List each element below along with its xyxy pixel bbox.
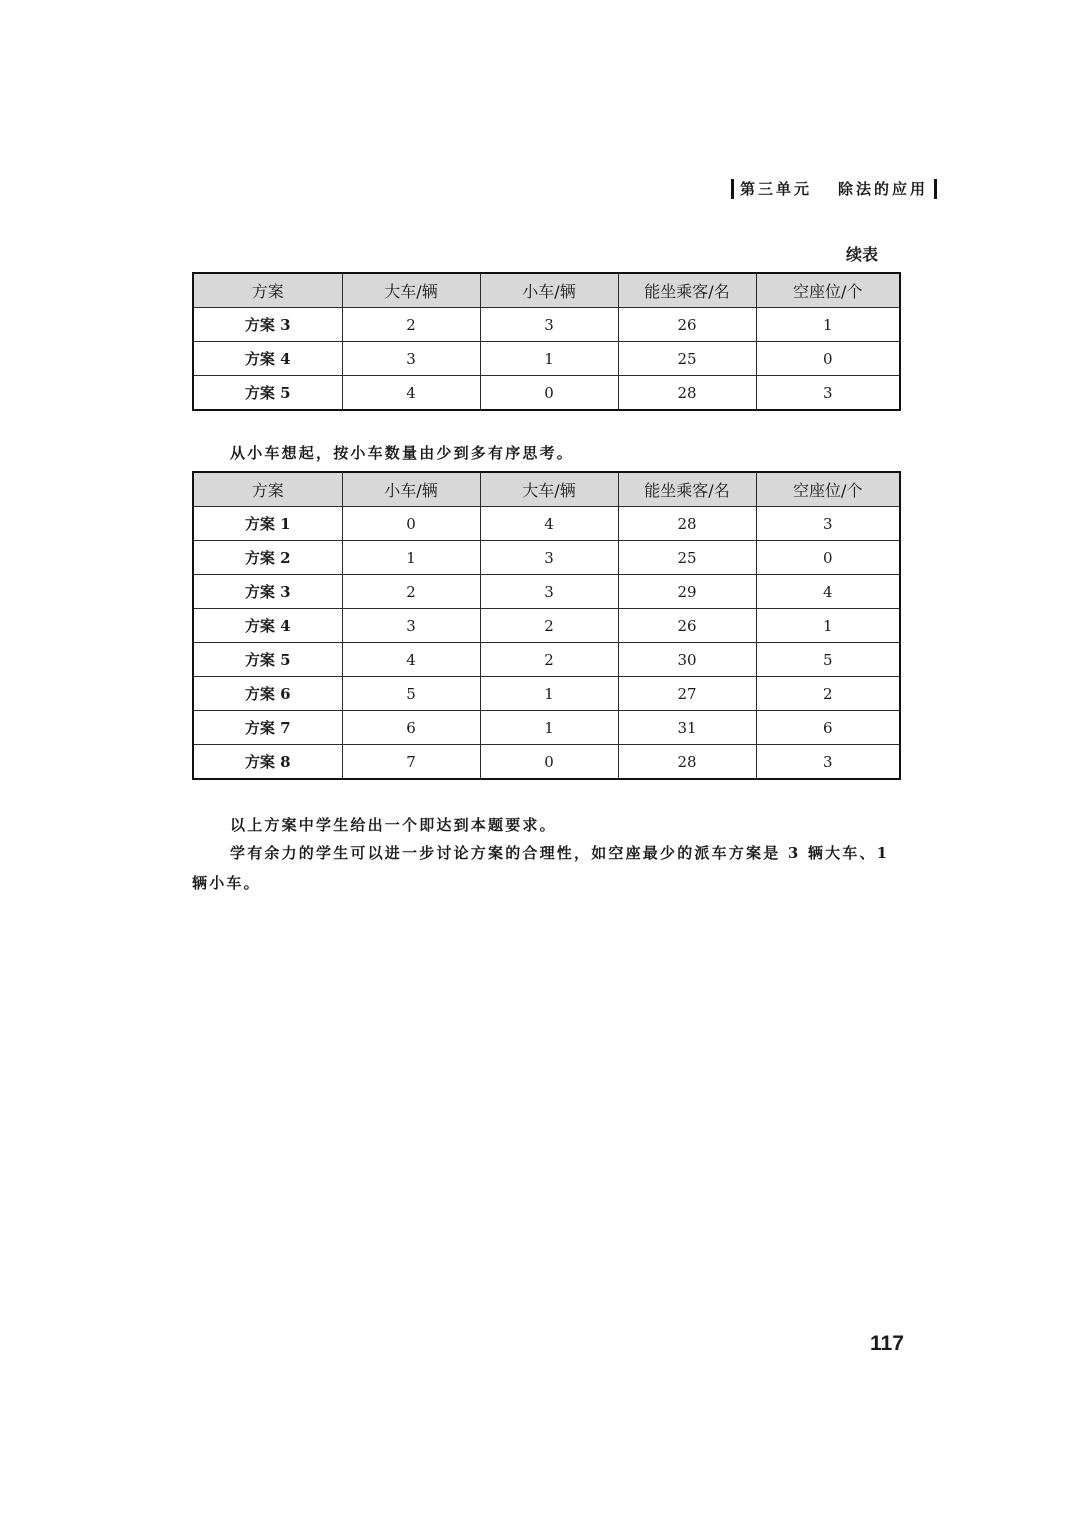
table-cell: 方案 4	[193, 609, 342, 643]
table-cell: 1	[756, 308, 900, 342]
table-cell: 25	[618, 541, 756, 575]
table-cell: 方案 6	[193, 677, 342, 711]
table-cell: 方案 3	[193, 575, 342, 609]
table-cell: 3	[342, 609, 480, 643]
table-cell: 27	[618, 677, 756, 711]
table-cell: 31	[618, 711, 756, 745]
table-cell: 7	[342, 745, 480, 780]
table-cell: 4	[756, 575, 900, 609]
table-row	[193, 575, 900, 609]
conclusion-text: 以上方案中学生给出一个即达到本题要求。	[230, 816, 557, 834]
running-header	[731, 178, 937, 199]
table-continued-label: 续表	[846, 245, 879, 264]
intro-text: 从小车想起，按小车数量由少到多有序思考。	[230, 444, 575, 462]
table-cell: 4	[342, 376, 480, 411]
table-cell: 1	[480, 342, 618, 376]
table-row	[193, 643, 900, 677]
table-cell: 4	[480, 507, 618, 541]
table-cell: 0	[342, 507, 480, 541]
column-header: 大车/辆	[342, 273, 480, 308]
table-cell: 6	[342, 711, 480, 745]
plan-table-small-car-first	[192, 471, 901, 780]
page-number: 117	[870, 1332, 904, 1355]
table-cell: 25	[618, 342, 756, 376]
table-cell: 3	[756, 507, 900, 541]
table-cell: 方案 1	[193, 507, 342, 541]
table-cell: 26	[618, 609, 756, 643]
column-header: 小车/辆	[342, 472, 480, 507]
table-row	[193, 677, 900, 711]
table-header-row	[193, 472, 900, 507]
header-unit: 第三单元	[739, 180, 812, 198]
table-row	[193, 711, 900, 745]
table-cell: 方案 8	[193, 745, 342, 780]
table-cell: 2	[480, 609, 618, 643]
table-cell: 1	[480, 677, 618, 711]
table-row	[193, 308, 900, 342]
intro-paragraph	[192, 438, 904, 468]
table-row	[193, 507, 900, 541]
table-cell: 4	[342, 643, 480, 677]
table-cell: 28	[618, 745, 756, 780]
table-cell: 1	[756, 609, 900, 643]
table-cell: 28	[618, 507, 756, 541]
conclusion-paragraph	[192, 810, 904, 840]
table-cell: 29	[618, 575, 756, 609]
table-cell: 3	[480, 308, 618, 342]
table-cell: 2	[342, 308, 480, 342]
column-header: 小车/辆	[480, 273, 618, 308]
table-cell: 方案 7	[193, 711, 342, 745]
column-header: 空座位/个	[756, 273, 900, 308]
column-header: 空座位/个	[756, 472, 900, 507]
table-cell: 方案 4	[193, 342, 342, 376]
table-cell: 方案 2	[193, 541, 342, 575]
table-cell: 3	[480, 575, 618, 609]
table-row	[193, 745, 900, 780]
table-cell: 方案 5	[193, 376, 342, 411]
table-cell: 方案 3	[193, 308, 342, 342]
table-cell: 3	[756, 376, 900, 411]
column-header: 方案	[193, 273, 342, 308]
table-cell: 2	[756, 677, 900, 711]
header-right-rule	[934, 179, 937, 199]
table-cell: 6	[756, 711, 900, 745]
table-cell: 方案 5	[193, 643, 342, 677]
table-cell: 5	[342, 677, 480, 711]
extension-paragraph	[192, 838, 904, 898]
table-row	[193, 541, 900, 575]
column-header: 大车/辆	[480, 472, 618, 507]
extension-text: 学有余力的学生可以进一步讨论方案的合理性，如空座最少的派车方案是 3 辆大车、1 辆小车。	[192, 844, 890, 892]
table-row	[193, 376, 900, 411]
table-cell: 26	[618, 308, 756, 342]
table-cell: 28	[618, 376, 756, 411]
table-cell: 0	[756, 342, 900, 376]
table-cell: 0	[480, 376, 618, 411]
header-chapter: 除法的应用	[837, 180, 928, 198]
table-cell: 5	[756, 643, 900, 677]
table-cell: 1	[342, 541, 480, 575]
column-header: 能坐乘客/名	[618, 273, 756, 308]
table-row	[193, 342, 900, 376]
table-row	[193, 609, 900, 643]
table-cell: 3	[756, 745, 900, 780]
table-cell: 2	[480, 643, 618, 677]
table-cell: 0	[756, 541, 900, 575]
header-left-rule	[731, 179, 734, 199]
table-cell: 0	[480, 745, 618, 780]
table-cell: 3	[480, 541, 618, 575]
table-cell: 2	[342, 575, 480, 609]
table-cell: 1	[480, 711, 618, 745]
column-header: 能坐乘客/名	[618, 472, 756, 507]
plan-table-continued	[192, 272, 901, 411]
table-cell: 30	[618, 643, 756, 677]
table-cell: 3	[342, 342, 480, 376]
column-header: 方案	[193, 472, 342, 507]
table-header-row	[193, 273, 900, 308]
